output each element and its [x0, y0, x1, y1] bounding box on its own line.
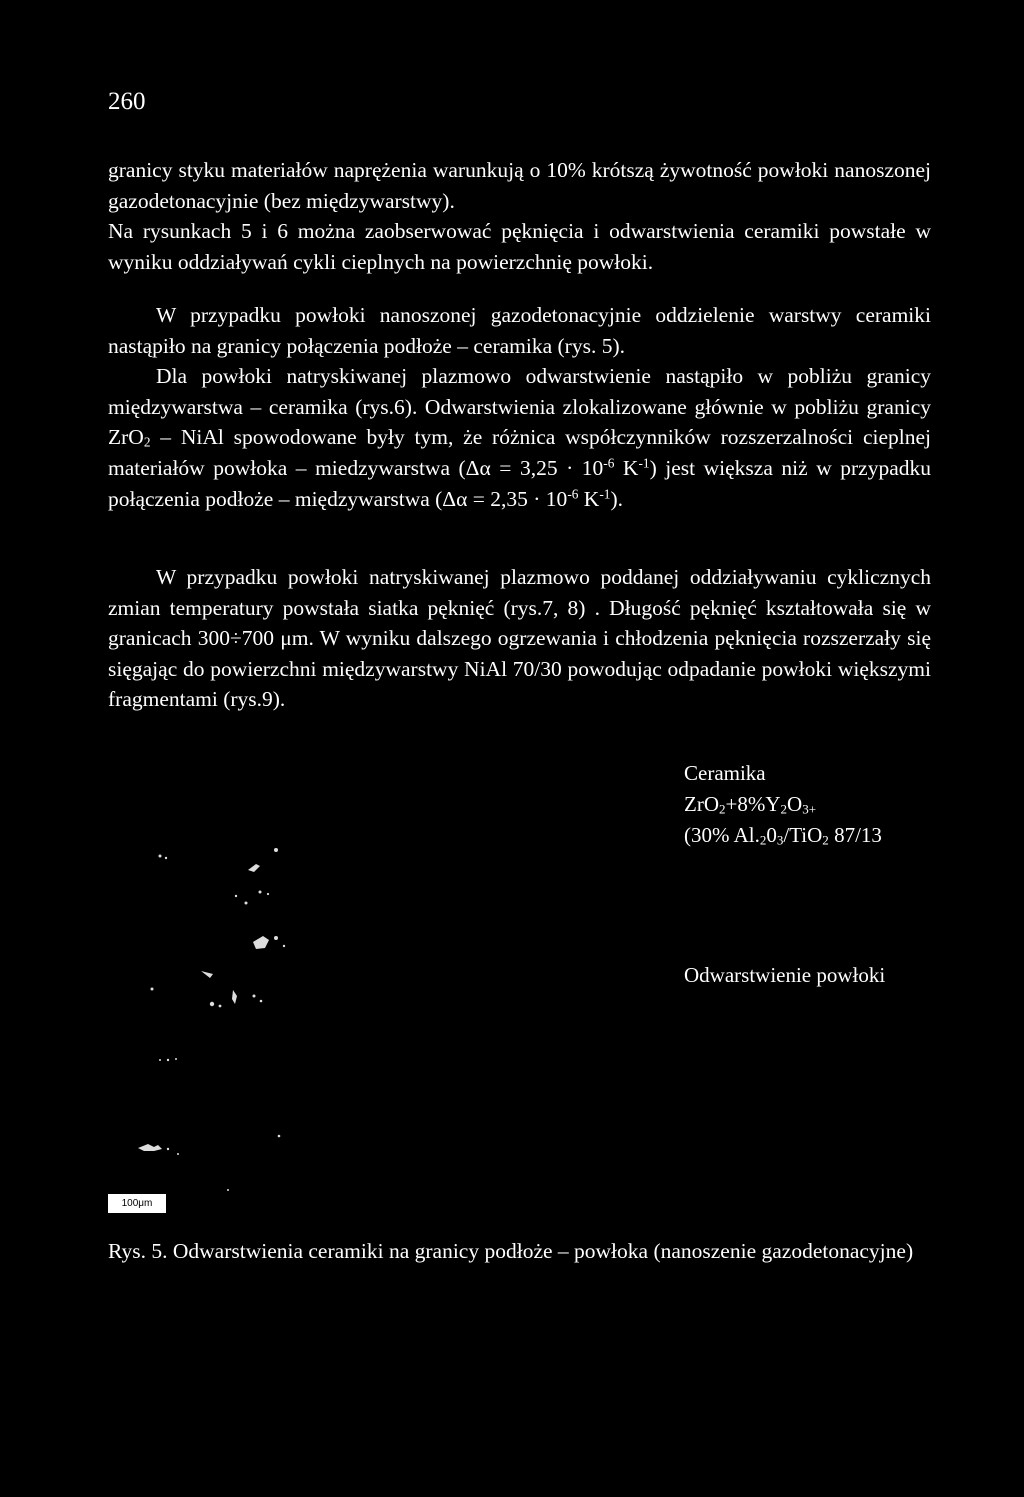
- exponent-2: -1: [638, 455, 650, 471]
- micrograph-speckles: [108, 758, 668, 1228]
- paragraph-2-sentence-2: Dla powłoki natryskiwanej plazmowo odwarstwienie nastąpiło w pobliżu granicy międzywarstwa – ceramika (rys.6). Odwarstwienia zlokalizowane głównie w pobliżu granicy ZrO: [108, 364, 931, 450]
- paragraph-2-sentence-5: ).: [610, 486, 623, 511]
- paragraph-2-sentence-4: ) jest większa niż w przypadku połączenia podłoże – międzywarstwa (Δα = 2,35 · 10: [108, 455, 931, 511]
- exponent-4: -1: [599, 486, 611, 502]
- label-ceramika: Ceramika: [684, 761, 766, 785]
- micrograph-image: [108, 758, 668, 1228]
- composition-sub-2: 2: [780, 801, 788, 817]
- paragraph-3-text: W przypadku powłoki natryskiwanej plazmowo poddanej oddziaływaniu cyklicznych zmian temperatury powstała siatka pęknięć (rys.7, 8) . Długość pęknięć kształtowała się w granicach 300÷700 μm. W wyniku dalszego ogrzewania i chłodzenia pęknięcia rozszerzały się sięgając do powierzchni międzywarstwy NiAl 70/30 powodując odpadanie powłoki większymi fragmentami (rys.9).: [108, 565, 931, 712]
- exponent-3: -6: [567, 486, 579, 502]
- zro2-subscript: 2: [143, 435, 151, 451]
- alumina-part-c: /TiO: [783, 823, 823, 847]
- composition-part-b: +8%Y: [725, 792, 781, 816]
- paragraph-1-line-b: Na rysunkach 5 i 6 można zaobserwować pęknięcia i odwarstwienia ceramiki powstałe w wyniku oddziaływań cykli cieplnych na powierzchnię powłoki.: [108, 219, 931, 274]
- alumina-part-d: 87/13: [828, 823, 882, 847]
- figure-5: [108, 758, 931, 1228]
- alumina-sub-1: 2: [759, 832, 767, 848]
- paragraph-2-sentence-1: W przypadku powłoki nanoszonej gazodetonacyjnie oddzielenie warstwy ceramiki nastąpiło na granicy połączenia podłoże – ceramika (rys. 5).: [108, 303, 931, 358]
- alumina-part-a: (30% Al.: [684, 823, 760, 847]
- composition-sub-3: 3+: [802, 801, 817, 817]
- composition-part-a: ZrO: [684, 792, 719, 816]
- composition-part-c: O: [787, 792, 803, 816]
- alumina-part-b: 0: [766, 823, 777, 847]
- alumina-sub-2: 3: [776, 832, 784, 848]
- alumina-sub-3: 2: [822, 832, 829, 848]
- unit-1: K: [614, 455, 639, 480]
- scale-bar: 100μm: [108, 1194, 166, 1213]
- figure-caption: Rys. 5. Odwarstwienia ceramiki na granicy podłoże – powłoka (nanoszenie gazodetonacyjne): [108, 1239, 914, 1263]
- paragraph-1: [108, 155, 931, 277]
- page-number: 260: [108, 88, 146, 115]
- unit-2: K: [578, 486, 600, 511]
- paragraph-1-line-a: granicy styku materiałów naprężenia warunkują o 10% krótszą żywotność powłoki nanoszonej gazodetonacyjnie (bez międzywarstwy).: [108, 158, 931, 213]
- composition-sub-1: 2: [719, 801, 726, 817]
- label-composition: [684, 789, 816, 820]
- label-delamination: Odwarstwienie powłoki: [684, 963, 886, 987]
- label-alumina-titania: [684, 820, 882, 851]
- paragraph-2: [108, 300, 931, 514]
- paragraph-2-sentence-3: – NiAl spowodowane były tym, że różnica współczynników rozszerzalności cieplnej materiałów powłoka – miedzywarstwa (Δα = 3,25 · 10: [108, 425, 931, 480]
- exponent-1: -6: [603, 455, 615, 471]
- paragraph-3: [108, 562, 931, 715]
